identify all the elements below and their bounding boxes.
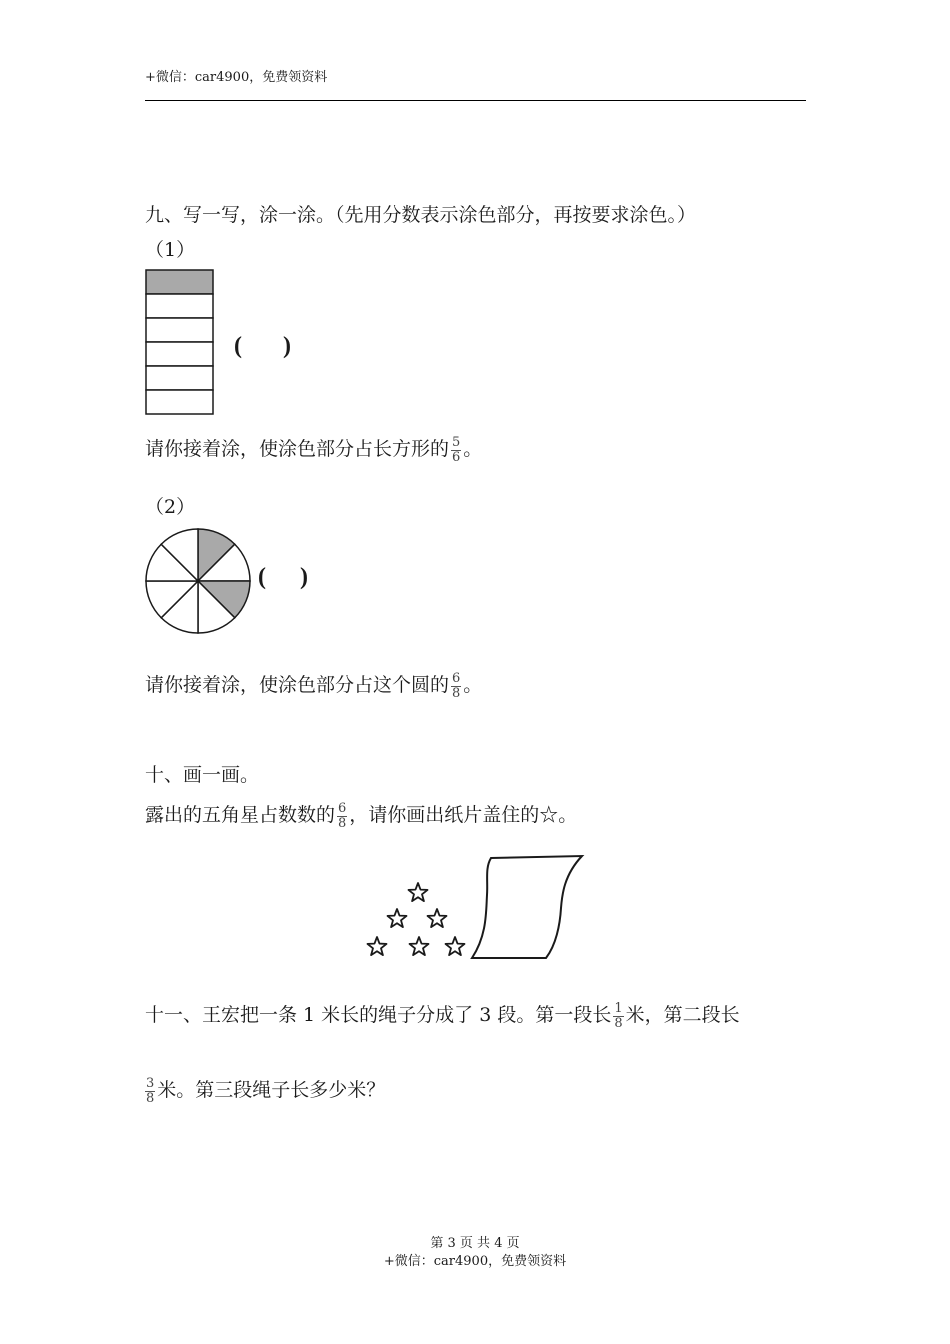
part1-instruction-end: 。 bbox=[463, 438, 483, 460]
paper-card bbox=[472, 856, 582, 958]
footer-watermark: +微信：car4900，免费领资料 bbox=[383, 1254, 567, 1269]
section11-line2 bbox=[143, 1075, 385, 1106]
strip-rectangle-figure bbox=[140, 264, 220, 420]
footer-page-info: 第 3 页 共 4 页 bbox=[430, 1236, 520, 1251]
fraction-six-eighths bbox=[451, 672, 461, 701]
fraction-denominator: 8 bbox=[614, 1015, 623, 1031]
section11-text: 十一、王宏把一条 1 米长的绳子分成了 3 段。第一段长 bbox=[145, 1004, 612, 1026]
divided-circle bbox=[146, 529, 250, 633]
fraction-numerator: 6 bbox=[452, 670, 461, 686]
part2-instruction bbox=[145, 670, 482, 701]
stars-figure bbox=[360, 850, 590, 966]
part1-label: （1） bbox=[145, 239, 196, 261]
section9-title: 九、写一写，涂一涂。（先用分数表示涂色部分，再按要求涂色。） bbox=[145, 204, 697, 226]
star-icon bbox=[446, 937, 465, 955]
strip[interactable] bbox=[146, 366, 213, 390]
strip[interactable] bbox=[146, 342, 213, 366]
part2-instruction-text: 请你接着涂，使涂色部分占这个圆的 bbox=[145, 674, 450, 696]
fraction-denominator: 8 bbox=[338, 815, 347, 831]
fraction-numerator: 5 bbox=[452, 434, 461, 450]
part2-answer-open: ( bbox=[258, 564, 266, 590]
star-icon bbox=[368, 937, 387, 955]
section10-title: 十、画一画。 bbox=[145, 764, 260, 786]
header-watermark: +微信：car4900，免费领资料 bbox=[145, 70, 328, 85]
circle-figure bbox=[140, 523, 256, 639]
section11-question: 米。第三段绳子长多少米？ bbox=[157, 1079, 386, 1101]
fraction-denominator: 8 bbox=[146, 1090, 155, 1106]
part2-label: （2） bbox=[145, 496, 196, 518]
strip-rectangle bbox=[146, 270, 213, 414]
part1-instruction-text: 请你接着涂，使涂色部分占长方形的 bbox=[145, 438, 450, 460]
fraction-three-eighths bbox=[145, 1077, 155, 1106]
strip[interactable] bbox=[146, 318, 213, 342]
star-icon bbox=[428, 909, 447, 927]
fraction-one-eighth bbox=[613, 1002, 623, 1031]
header-divider bbox=[145, 100, 806, 101]
part1-answer-open: ( bbox=[234, 333, 242, 359]
fraction-five-sixths bbox=[451, 436, 461, 465]
shaded-strip[interactable] bbox=[146, 270, 213, 294]
part1-instruction bbox=[145, 434, 482, 465]
fraction-denominator: 6 bbox=[452, 449, 461, 465]
part1-answer-close: ) bbox=[283, 333, 291, 359]
fraction-six-eighths-stars bbox=[337, 802, 347, 831]
section11-text-mid: 米，第二段长 bbox=[625, 1004, 740, 1026]
section11-line1 bbox=[145, 1000, 740, 1031]
strip[interactable] bbox=[146, 294, 213, 318]
star-icon bbox=[388, 909, 407, 927]
strip[interactable] bbox=[146, 390, 213, 414]
visible-stars bbox=[368, 883, 465, 955]
part2-instruction-end: 。 bbox=[463, 674, 483, 696]
section10-instruction bbox=[145, 800, 577, 831]
section10-text-end: ，请你画出纸片盖住的☆。 bbox=[349, 804, 578, 826]
fraction-numerator: 6 bbox=[338, 800, 347, 816]
part2-answer-close: ) bbox=[300, 564, 308, 590]
star-icon bbox=[410, 937, 429, 955]
star-icon bbox=[409, 883, 428, 901]
fraction-numerator: 3 bbox=[146, 1075, 155, 1091]
section10-text: 露出的五角星占数数的 bbox=[145, 804, 336, 826]
fraction-numerator: 1 bbox=[614, 1000, 623, 1016]
fraction-denominator: 8 bbox=[452, 685, 461, 701]
